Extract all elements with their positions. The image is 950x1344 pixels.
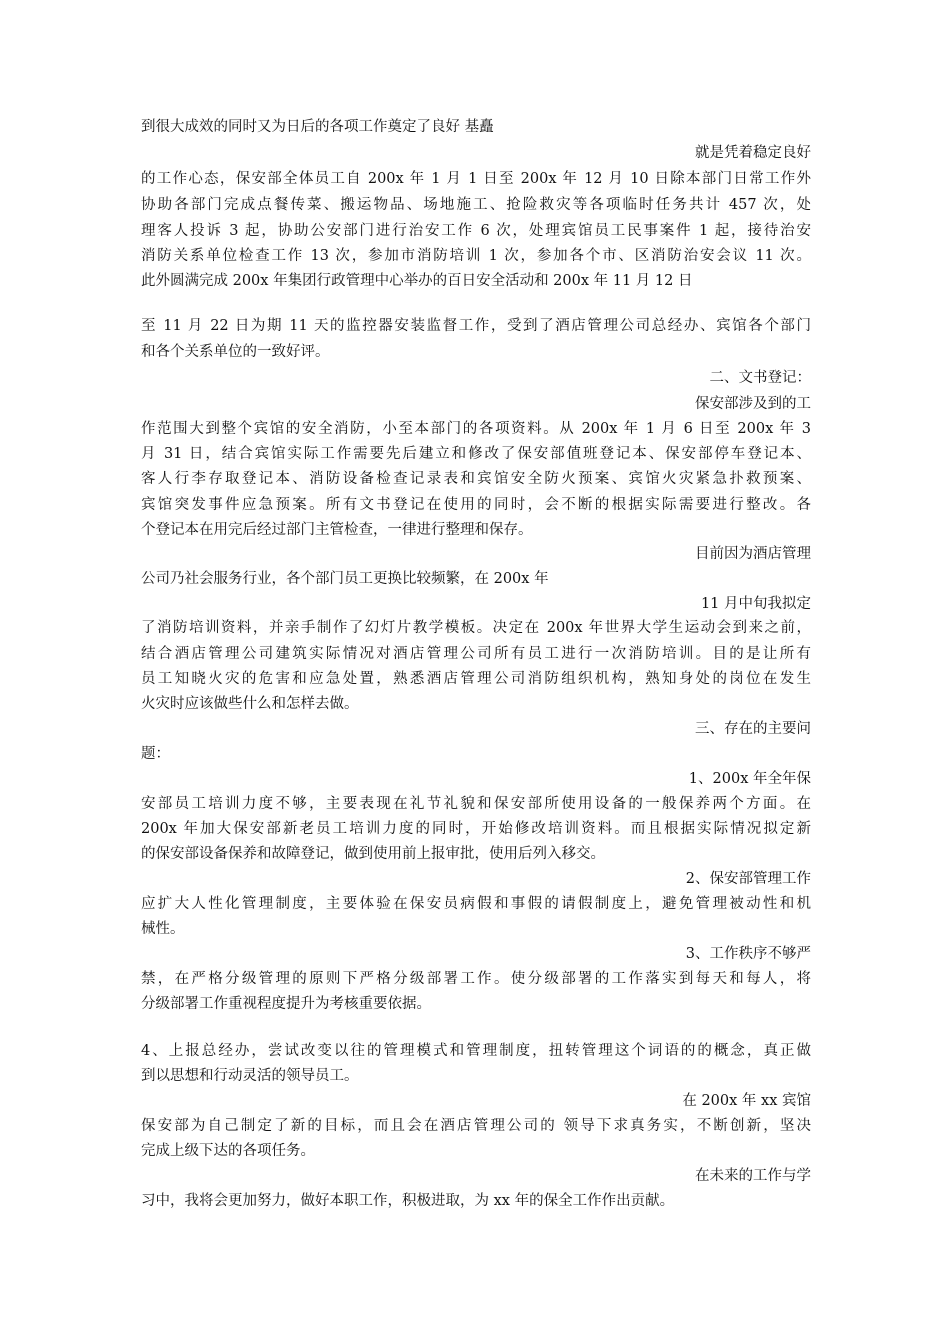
text-line: 完成上级下达的各项任务。	[141, 1143, 315, 1159]
text-line: 禁，在严格分级管理的原则下严格分级部署工作。使分级部署的工作落实到每天和每人，将	[141, 971, 811, 987]
text-line: 理客人投诉 3 起，协助公安部门进行治安工作 6 次，处理宾馆员工民事案件 1 起，接待治安	[141, 223, 811, 239]
text-line: 结合酒店管理公司建筑实际情况对酒店管理公司所有员工进行一次消防培训。目的是让所有	[141, 646, 811, 662]
text-line: 个登记本在用完后经过部门主管检查，一律进行整理和保存。	[141, 522, 533, 538]
text-line: 2、保安部管理工作	[685, 871, 811, 887]
text-line: 此外圆满完成 200x 年集团行政管理中心举办的百日安全活动和 200x 年 11 月 12 日	[141, 273, 693, 289]
text-line: 11 月中旬我拟定	[700, 596, 811, 612]
text-line: 的工作心态，保安部全体员工自 200x 年 1 月 1 日至 200x 年 12 月 10 日除本部门日常工作外	[141, 171, 811, 187]
text-line: 分级部署工作重视程度提升为考核重要依据。	[141, 996, 431, 1012]
text-line: 4、上报总经办，尝试改变以往的管理模式和管理制度，扭转管理这个词语的的概念，真正做	[141, 1043, 811, 1059]
text-line: 了消防培训资料，并亲手制作了幻灯片教学模板。决定在 200x 年世界大学生运动会到来之前，	[141, 620, 811, 636]
text-line: 和各个关系单位的一致好评。	[141, 344, 330, 360]
text-line: 1、200x 年全年保	[688, 771, 811, 787]
text-line: 公司乃社会服务行业，各个部门员工更换比较频繁，在 200x 年	[141, 571, 549, 587]
text-line: 二、文书登记：	[709, 370, 811, 386]
text-line: 三、存在的主要问	[695, 721, 811, 737]
text-line: 的保安部设备保养和故障登记，做到使用前上报审批，使用后列入移交。	[141, 846, 605, 862]
text-line: 200x 年加大保安部新老员工培训力度的同时，开始修改培训资料。而且根据实际情况拟定新	[141, 821, 811, 837]
text-line: 应扩大人性化管理制度，主要体验在保安员病假和事假的请假制度上，避免管理被动性和机	[141, 896, 811, 912]
text-line: 火灾时应该做些什么和怎样去做。	[141, 696, 359, 712]
text-line: 作范围大到整个宾馆的安全消防，小至本部门的各项资料。从 200x 年 1 月 6 日至 200x 年 3	[141, 421, 811, 437]
text-line: 题：	[141, 746, 170, 762]
text-line: 宾馆突发事件应急预案。所有文书登记在使用的同时，会不断的根据实际需要进行整改。各	[141, 497, 811, 513]
text-line: 协助各部门完成点餐传菜、搬运物品、场地施工、抢险救灾等各项临时任务共计 457 次，处	[141, 197, 811, 213]
text-line: 在 200x 年 xx 宾馆	[682, 1093, 811, 1109]
text-line: 月 31 日，结合宾馆实际工作需要先后建立和修改了保安部值班登记本、保安部停车登记本、	[141, 446, 811, 462]
text-line: 就是凭着稳定良好	[695, 145, 811, 161]
text-line: 安部员工培训力度不够，主要表现在礼节礼貌和保安部所使用设备的一般保养两个方面。在	[141, 796, 811, 812]
text-line: 械性。	[141, 921, 185, 937]
text-line: 3、工作秩序不够严	[685, 946, 811, 962]
text-line: 保安部涉及到的工	[695, 396, 811, 412]
text-line: 在未来的工作与学	[695, 1168, 811, 1184]
text-line: 至 11 月 22 日为期 11 天的监控器安装监督工作，受到了酒店管理公司总经办、宾馆各个部门	[141, 318, 811, 334]
text-line: 保安部为自己制定了新的目标，而且会在酒店管理公司的 领导下求真务实，不断创新，坚决	[141, 1118, 811, 1134]
text-line: 到很大成效的同时又为日后的各项工作奠定了良好 基矗	[141, 119, 494, 135]
text-line: 员工知晓火灾的危害和应急处置，熟悉酒店管理公司消防组织机构，熟知身处的岗位在发生	[141, 671, 811, 687]
text-line: 到以思想和行动灵活的领导员工。	[141, 1068, 359, 1084]
text-line: 习中，我将会更加努力，做好本职工作，积极进取，为 xx 年的保全工作作出贡献。	[141, 1193, 675, 1209]
text-line: 目前因为酒店管理	[695, 546, 811, 562]
text-line: 消防关系单位检查工作 13 次，参加市消防培训 1 次，参加各个市、区消防治安会议 11 次。	[141, 248, 811, 264]
text-line: 客人行李存取登记本、消防设备检查记录表和宾馆安全防火预案、宾馆火灾紧急扑救预案、	[141, 471, 811, 487]
